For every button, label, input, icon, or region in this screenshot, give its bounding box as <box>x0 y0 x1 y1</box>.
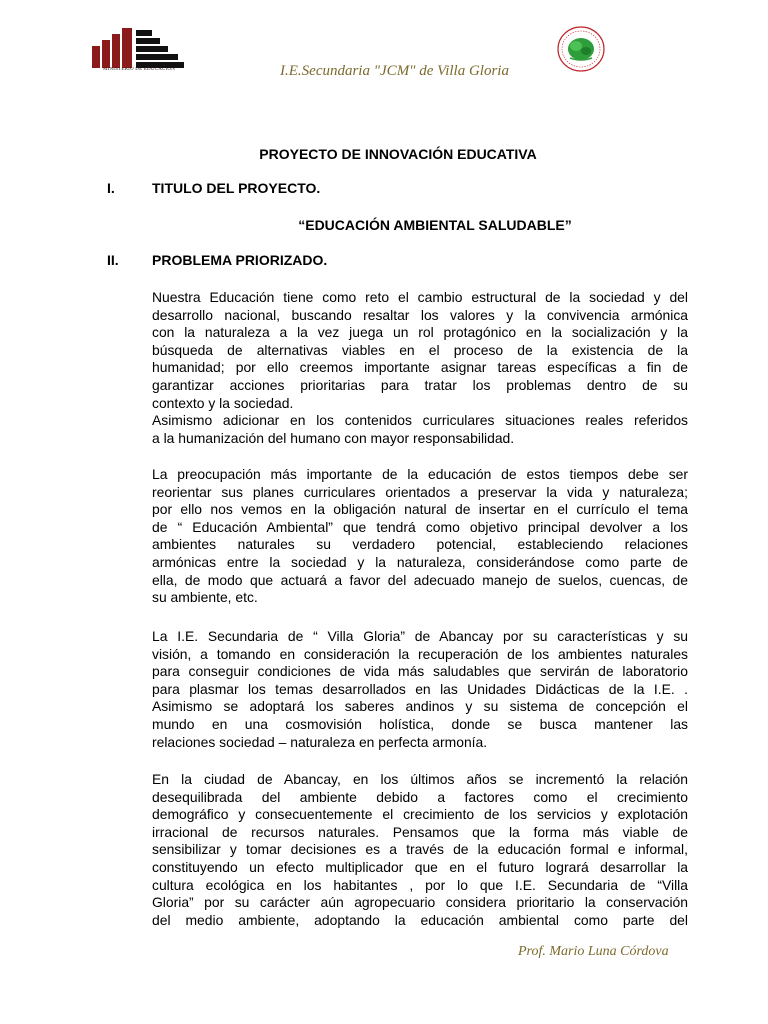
author-signature: Prof. Mario Luna Córdova <box>518 944 669 959</box>
text-line: Gloria” por su carácter aún agropecuario considera prioritario la conservación <box>152 894 688 911</box>
text-line: contexto y la sociedad. <box>152 394 294 411</box>
text-line: cultura ecológica en los habitantes , por lo que I.E. Secundaria de “Villa <box>152 876 688 893</box>
text-line: de “ Educación Ambiental” que tendrá como objetivo principal devolver a los <box>152 518 688 535</box>
section-title: PROBLEMA PRIORIZADO. <box>152 252 328 268</box>
text-line: búsqueda de alternativas viables en el proceso de la existencia de la <box>152 341 688 358</box>
paragraph <box>152 289 688 447</box>
ministry-logo-caption: MINISTERIO DE EDUCACIÓN <box>102 67 176 72</box>
project-name: “EDUCACIÓN AMBIENTAL SALUDABLE” <box>298 217 572 233</box>
school-seal-icon <box>556 24 606 74</box>
text-line: su ambiente, etc. <box>152 589 258 606</box>
section-number: I. <box>107 180 115 196</box>
text-line: Asimismo se adoptará los saberes andinos y su sistema de concepción el <box>152 698 688 715</box>
text-line: Asimismo adicionar en los contenidos curriculares situaciones reales referidos <box>152 412 688 429</box>
school-header: I.E.Secundaria "JCM" de Villa Gloria <box>280 63 509 79</box>
text-line: La preocupación más importante de la educación de estos tiempos debe ser <box>152 466 688 482</box>
text-line: relaciones sociedad – naturaleza en perfecta armonía. <box>152 733 488 750</box>
text-line: ambientes naturales su verdadero potencial, estableciendo relaciones <box>152 536 688 553</box>
text-line: demográfico y consecuentemente el crecimiento de los servicios y explotación <box>152 806 688 823</box>
text-line: con la naturaleza a la vez juega un rol protagónico en la socialización y la <box>152 324 688 341</box>
text-line: desarrollo nacional, buscando resaltar los valores y la convivencia armónica <box>152 306 688 323</box>
text-line: para plasmar los temas desarrollados en las Unidades Didácticas de la I.E. . <box>152 680 688 697</box>
text-line: ella, de modo que actuará a favor del adecuado manejo de suelos, cuencas, de <box>152 571 688 588</box>
text-line: irracional de recursos naturales. Pensamos que la forma más viable de <box>152 823 688 840</box>
text-line: reorientar sus planes curriculares orientados a preservar la vida y naturaleza; <box>152 483 688 500</box>
ministry-bars-icon <box>88 28 186 68</box>
section-title: TITULO DEL PROYECTO. <box>152 180 321 196</box>
text-line: a la humanización del humano con mayor responsabilidad. <box>152 429 515 446</box>
text-line: mundo en una cosmovisión holística, donde se busca mantener las <box>152 715 688 732</box>
text-line: visión, a tomando en consideración la recuperación de los ambientes naturales <box>152 645 688 662</box>
text-line: para conseguir condiciones de vida más saludables que servirán de laboratorio <box>152 663 688 680</box>
text-line: La I.E. Secundaria de “ Villa Gloria” de Abancay por su características y su <box>152 628 688 644</box>
text-line: sensibilizar y tomar decisiones es a través de la educación formal e informal, <box>152 841 688 858</box>
text-line: Nuestra Educación tiene como reto el cambio estructural de la sociedad y del <box>152 289 688 305</box>
text-line: garantizar acciones prioritarias para tratar los problemas dentro de su <box>152 376 688 393</box>
text-line: humanidad; por ello creemos importante asignar tareas específicas a fin de <box>152 359 688 376</box>
paragraph <box>152 628 688 751</box>
paragraph <box>152 466 688 607</box>
section-number: II. <box>107 252 119 268</box>
document-title: PROYECTO DE INNOVACIÓN EDUCATIVA <box>259 146 537 162</box>
text-line: En la ciudad de Abancay, en los últimos años se incrementó la relación <box>152 771 688 787</box>
text-line: del medio ambiente, adoptando la educación ambiental como parte del <box>152 911 688 928</box>
paragraph <box>152 771 688 929</box>
ministry-logo <box>88 28 186 78</box>
text-line: armónicas entre la sociedad y la naturaleza, considerándose como parte de <box>152 553 688 570</box>
text-line: desequilibrada del ambiente debido a factores como el crecimiento <box>152 788 688 805</box>
text-line: constituyendo un efecto multiplicador que en el futuro logrará desarrollar la <box>152 858 688 875</box>
text-line: por ello nos vemos en la obligación natural de insertar en el currículo el tema <box>152 501 688 518</box>
